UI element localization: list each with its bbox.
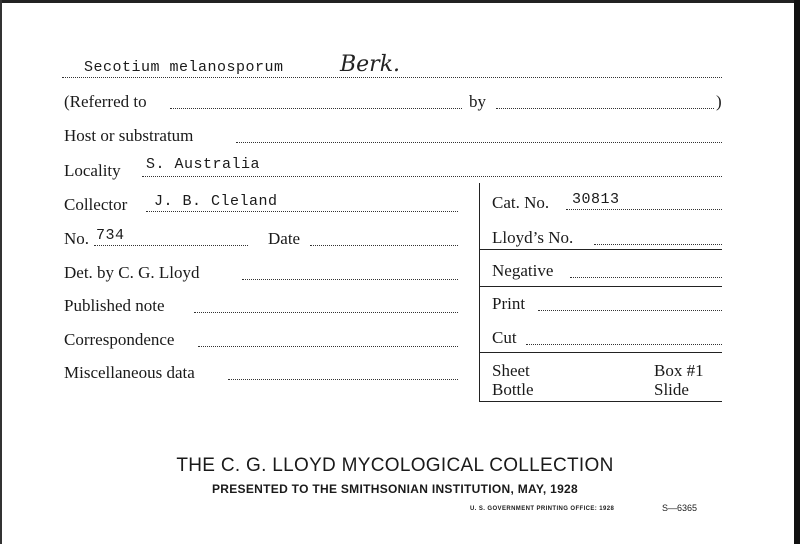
locality-label: Locality <box>64 161 121 180</box>
locality-line <box>142 176 722 177</box>
cat-no-line <box>566 209 722 210</box>
name-line <box>62 77 722 78</box>
cat-no-value: 30813 <box>572 191 620 208</box>
collection-subtitle: PRESENTED TO THE SMITHSONIAN INSTITUTION, MAY, 1928 <box>211 482 579 496</box>
collector-line <box>146 211 458 212</box>
host-label: Host or substratum <box>64 126 194 145</box>
date-label: Date <box>268 229 301 248</box>
det-by-label: Det. by C. G. Lloyd <box>64 263 200 282</box>
collection-title: THE C. G. LLOYD MYCOLOGICAL COLLECTION <box>176 455 614 476</box>
misc-line <box>228 379 458 380</box>
species-author-handwritten: Berk. <box>340 52 401 77</box>
host-line <box>236 142 722 143</box>
print-label: Print <box>492 294 526 313</box>
species-name: Secotium melanosporum <box>84 59 284 76</box>
number-label: No. <box>64 229 90 248</box>
printing-office-note: U. S. GOVERNMENT PRINTING OFFICE: 1928 <box>470 506 615 512</box>
negative-line <box>570 277 722 278</box>
box-number-label: Box #1 <box>654 361 704 380</box>
correspondence-label: Correspondence <box>64 330 175 349</box>
card-right-edge <box>794 0 800 544</box>
negative-label: Negative <box>492 261 554 280</box>
published-note-label: Published note <box>64 296 165 315</box>
close-paren: ) <box>716 92 722 111</box>
referred-to-line <box>170 108 462 109</box>
number-line <box>94 245 248 246</box>
cut-line <box>526 344 722 345</box>
box-divider-1 <box>479 249 722 250</box>
box-divider-3 <box>479 352 722 353</box>
number-value: 734 <box>96 227 125 244</box>
locality-value: S. Australia <box>146 156 261 173</box>
referred-to-label: (Referred to <box>64 92 147 111</box>
collector-value: J. B. Cleland <box>154 193 278 210</box>
lloyds-no-label: Lloyd’s No. <box>492 228 574 247</box>
lloyds-no-line <box>594 244 722 245</box>
by-label: by <box>469 92 486 111</box>
date-line <box>310 245 458 246</box>
misc-label: Miscellaneous data <box>64 363 195 382</box>
print-line <box>538 310 722 311</box>
published-note-line <box>194 312 458 313</box>
form-number: S—6365 <box>662 503 698 513</box>
correspondence-line <box>198 346 458 347</box>
box-divider-2 <box>479 286 722 287</box>
slide-label: Slide <box>654 380 689 399</box>
bottle-label: Bottle <box>492 380 534 399</box>
cat-no-label: Cat. No. <box>492 193 550 212</box>
cut-label: Cut <box>492 328 517 347</box>
sheet-label: Sheet <box>492 361 530 380</box>
by-line <box>496 108 714 109</box>
det-by-line <box>242 279 458 280</box>
card-top-edge <box>0 0 800 3</box>
collector-label: Collector <box>64 195 128 214</box>
